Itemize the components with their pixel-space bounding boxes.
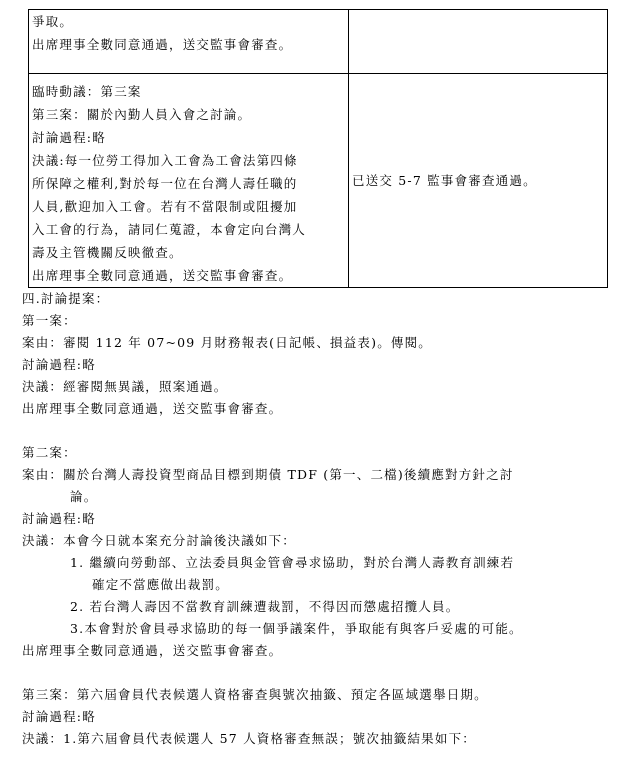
minutes-table — [28, 9, 608, 288]
cell-text-line: 所保障之權利,對於每一位在台灣人壽任職的 — [32, 176, 298, 191]
cell-text-line: 壽及主管機關反映徹查。 — [32, 245, 183, 260]
cell-text-line: 出席理事全數同意通過，送交監事會審查。 — [32, 268, 293, 283]
table-cell-status — [349, 10, 608, 74]
case-resolution: 決議：經審閱無異議，照案通過。 — [22, 379, 228, 394]
case-process: 討論過程:略 — [22, 357, 96, 372]
case-outcome: 出席理事全數同意通過，送交監事會審查。 — [22, 401, 283, 416]
cell-text-line: 人員,歡迎加入工會。若有不當限制或阻擾加 — [32, 199, 298, 214]
case-outcome: 出席理事全數同意通過，送交監事會審查。 — [22, 643, 283, 658]
case-process: 討論過程:略 — [22, 709, 96, 724]
resolution-item: 3.本會對於會員尋求協助的每一個爭議案件，爭取能有與客戶妥處的可能。 — [70, 621, 523, 636]
cell-text-line: 入工會的行為，請同仁蒐證，本會定向台灣人 — [32, 222, 307, 237]
table-row — [29, 74, 608, 288]
case-resolution: 決議：1.第六屆會員代表候選人 57 人資格審查無誤；號次抽籤結果如下： — [22, 731, 476, 746]
table-row — [29, 10, 608, 74]
case-title: 第三案：第六屆會員代表候選人資格審查與號次抽籤、預定各區域選舉日期。 — [22, 687, 488, 702]
case-process: 討論過程:略 — [22, 511, 96, 526]
resolution-item: 2. 若台灣人壽因不當教育訓練遭裁罰，不得因而懲處招攬人員。 — [70, 599, 460, 614]
cell-text-line: 出席理事全數同意通過，送交監事會審查。 — [32, 37, 293, 52]
table-cell-content — [29, 74, 349, 288]
case-title: 第二案： — [22, 445, 77, 460]
cell-text-line: 決議:每一位勞工得加入工會為工會法第四條 — [32, 153, 298, 168]
section-heading: 四.討論提案： — [22, 291, 110, 306]
table-cell-status: 已送交 5-7 監事會審查通過。 — [349, 74, 608, 288]
cell-text-line: 臨時動議：第三案 — [32, 84, 142, 99]
cell-text-line: 討論過程:略 — [32, 130, 106, 145]
cell-text-line: 第三案：關於內勤人員入會之討論。 — [32, 107, 252, 122]
discussion-section — [22, 288, 622, 750]
case-resolution: 決議：本會今日就本案充分討論後決議如下： — [22, 533, 297, 548]
case-title: 第一案： — [22, 313, 77, 328]
resolution-item: 1. 繼續向勞動部、立法委員與金管會尋求協助，對於台灣人壽教育訓練若 — [70, 555, 515, 570]
case-reason-continued: 論。 — [70, 489, 98, 504]
table-cell-content — [29, 10, 349, 74]
cell-text-line: 爭取。 — [32, 14, 74, 29]
case-reason: 案由：關於台灣人壽投資型商品目標到期債 TDF (第一、二檔)後續應對方針之討 — [22, 467, 514, 482]
case-reason: 案由：審閱 112 年 07~09 月財務報表(日記帳、損益表)。傳閱。 — [22, 335, 432, 350]
resolution-item-continued: 確定不當應做出裁罰。 — [92, 577, 230, 592]
